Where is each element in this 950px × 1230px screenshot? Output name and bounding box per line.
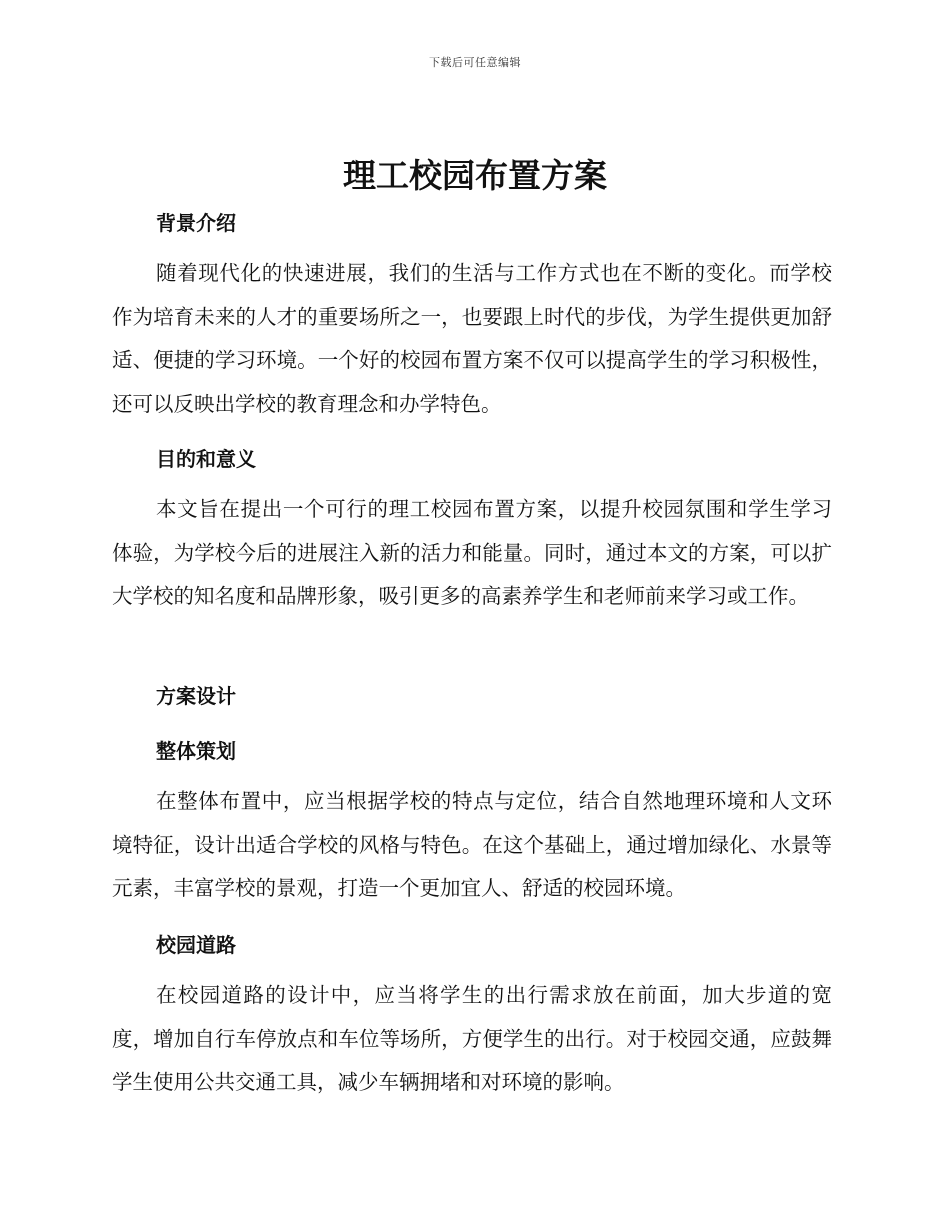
section-paragraph-background: 随着现代化的快速进展，我们的生活与工作方式也在不断的变化。而学校作为培育未来的人才的重要场所之一，也要跟上时代的步伐，为学生提供更加舒适、便捷的学习环境。一个好的校园布置方案不仅可以提高学生的学习积极性，还可以反映出学校的教育理念和办学特色。 [112,261,832,416]
section-paragraph-campus-roads: 在校园道路的设计中，应当将学生的出行需求放在前面，加大步道的宽度，增加自行车停放点和车位等场所，方便学生的出行。对于校园交通，应鼓舞学生使用公共交通工具，减少车辆拥堵和对环境的影响。 [112,983,832,1094]
section-heading-campus-roads: 校园道路 [156,933,236,957]
section-heading-design: 方案设计 [156,684,236,708]
section-paragraph-overall-planning: 在整体布置中，应当根据学校的特点与定位，结合自然地理环境和人文环境特征，设计出适合学校的风格与特色。在这个基础上，通过增加绿化、水景等元素，丰富学校的景观，打造一个更加宜人、舒适的校园环境。 [112,789,832,900]
section-heading-purpose: 目的和意义 [156,447,256,471]
header-note: 下载后可任意编辑 [429,56,521,69]
section-heading-overall-planning: 整体策划 [156,739,236,763]
section-heading-background: 背景介绍 [156,211,236,235]
section-paragraph-purpose: 本文旨在提出一个可行的理工校园布置方案，以提升校园氛围和学生学习体验，为学校今后的进展注入新的活力和能量。同时，通过本文的方案，可以扩大学校的知名度和品牌形象，吸引更多的高素养学生和老师前来学习或工作。 [112,497,832,608]
page-title: 理工校园布置方案 [343,156,607,195]
